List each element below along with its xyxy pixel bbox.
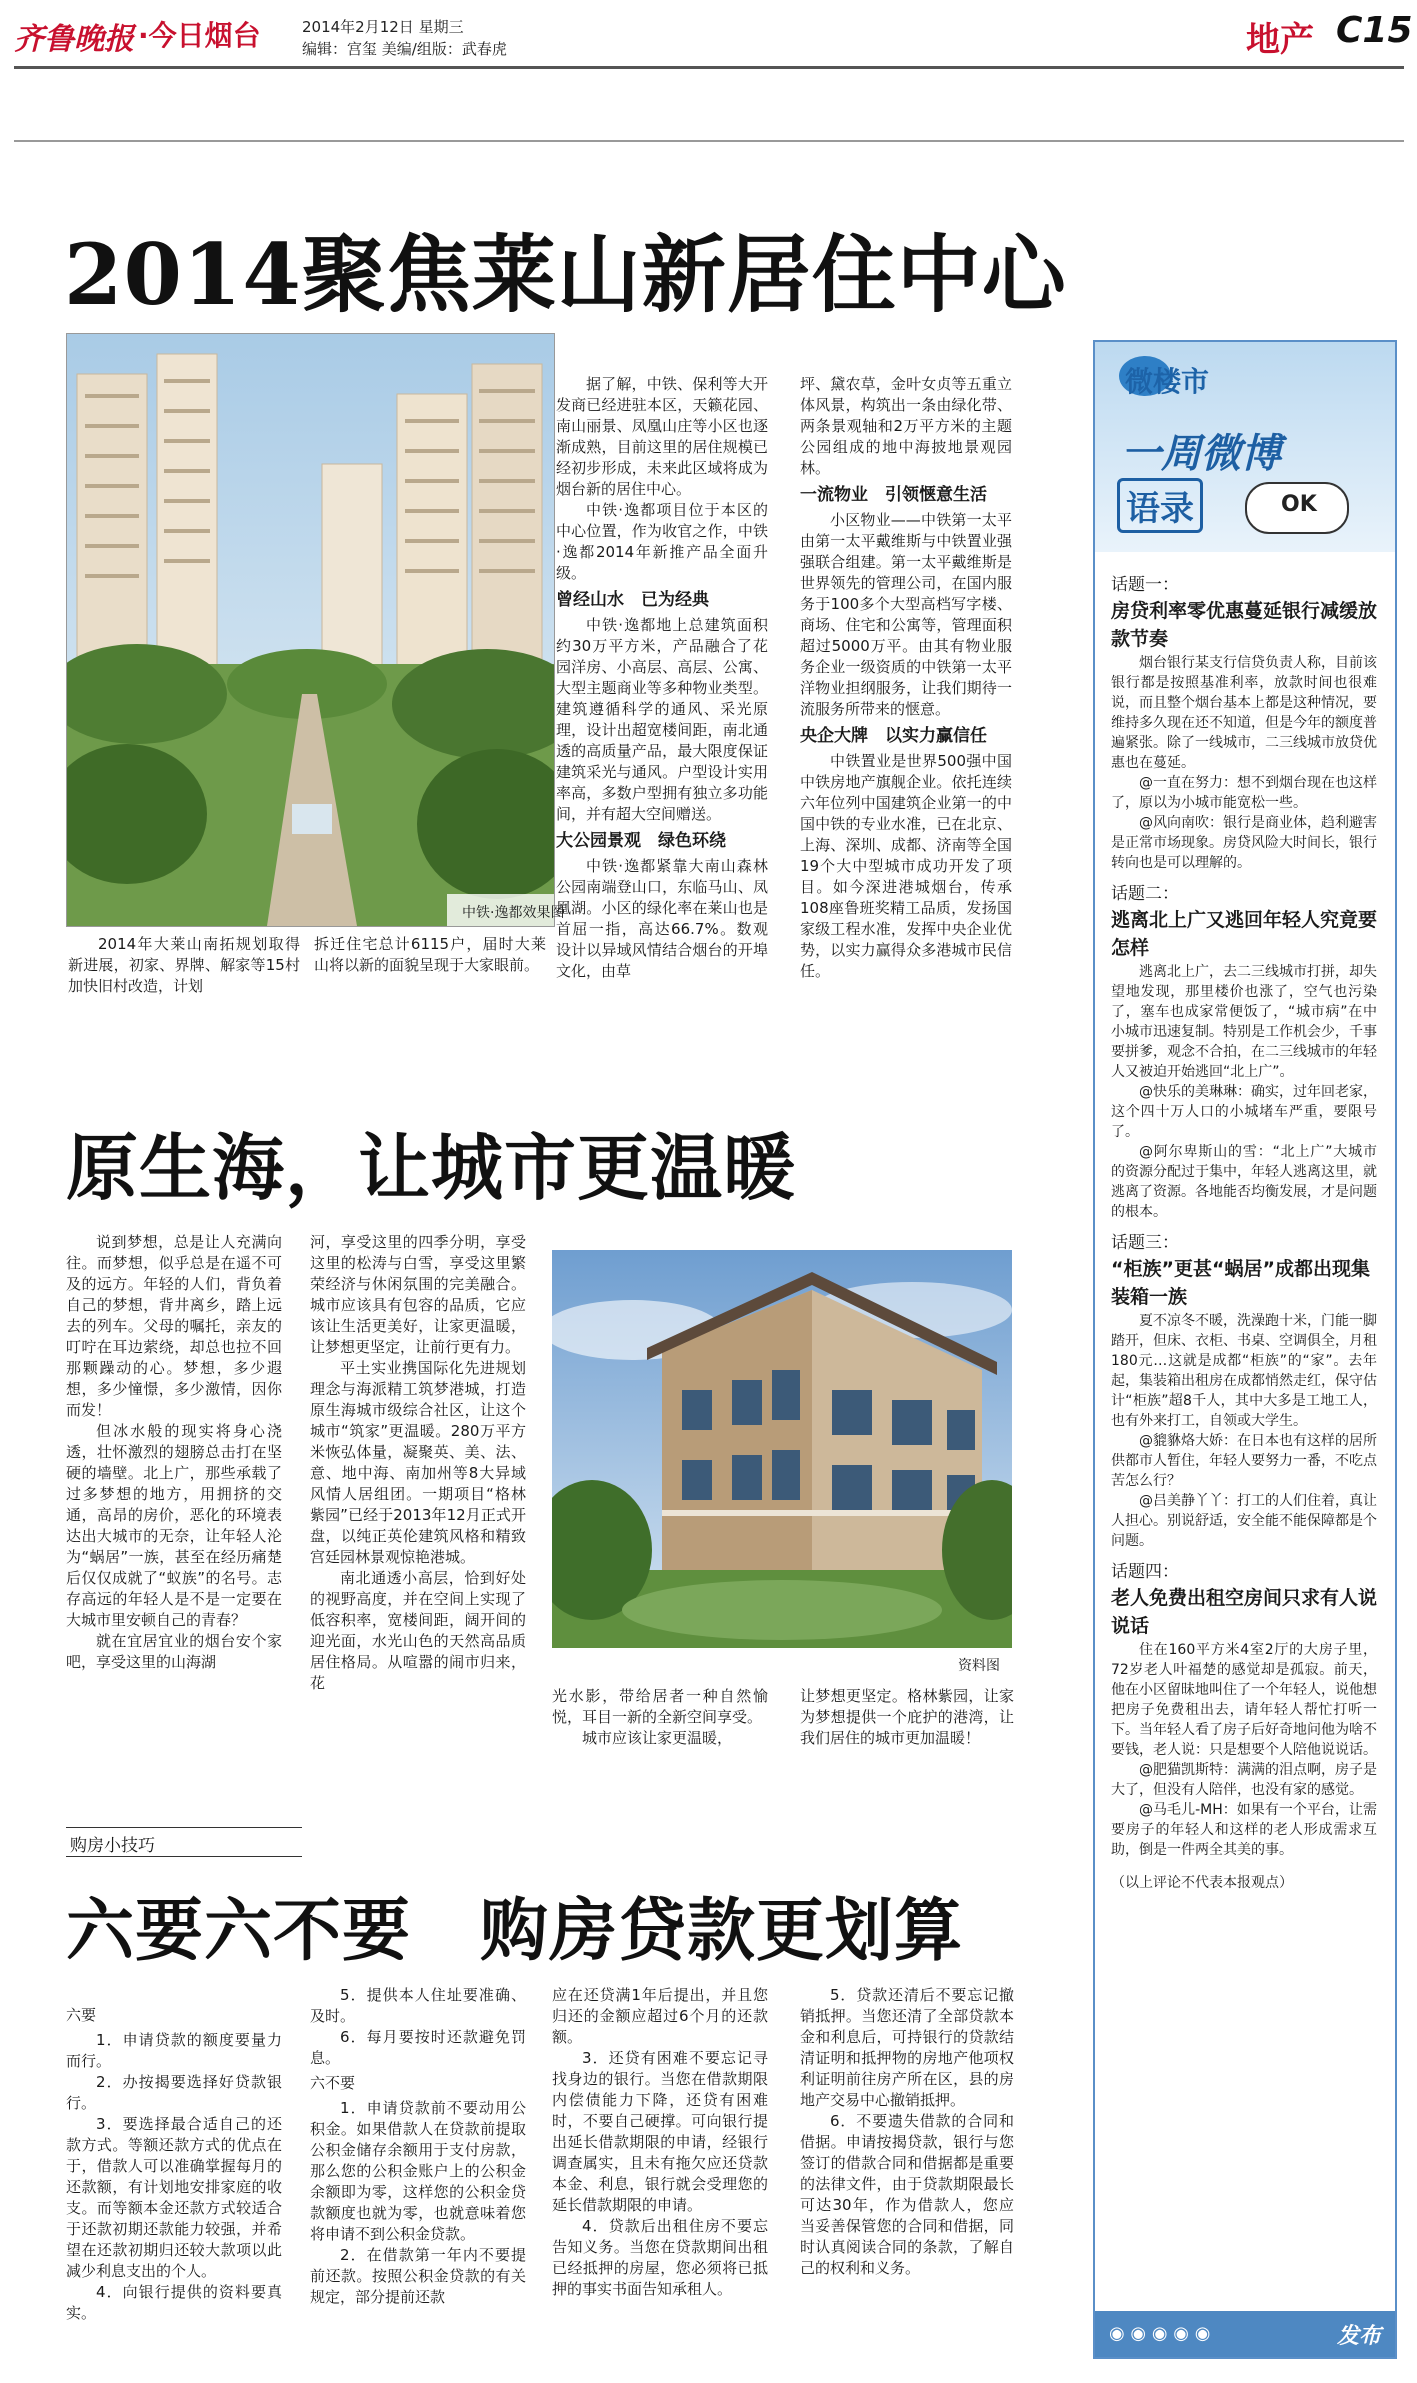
sidebar-footer (1095, 2311, 1395, 2357)
list-item: 5．贷款还清后不要忘记撤销抵押。当您还清了全部贷款本金和利息后，可持银行的贷款结清证明和抵押物的房地产他项权利证明前往房产所在区，县的房地产交易中心撤销抵押。 (800, 1986, 1014, 2109)
article2-column-1 (66, 1232, 282, 1673)
paragraph: 住在160平方米4室2厅的大房子里，72岁老人叶福楚的感觉却是孤寂。前天，他在小区留昧地叫住了一个年轻人，说他想把房子免费租出去，请年轻人帮忙打听一下。当年轻人看了房子后好奇地问他为啥不要钱，老人说：只是想要个人陪他说说话。 (1111, 1642, 1377, 1758)
list-item: 1．申请贷款的额度要量力而行。 (66, 2031, 282, 2070)
tips-tag: 购房小技巧 (70, 1836, 155, 1856)
paragraph: 拆迁住宅总计6115户，届时大莱山将以新的面貌呈现于大家眼前。 (314, 935, 546, 974)
subheading: 曾经山水 已为经典 (556, 590, 709, 610)
topic-body (1111, 1640, 1377, 1860)
article3-column-4 (800, 1985, 1014, 2279)
paragraph: 城市应该让家更温暖， (582, 1729, 733, 1747)
article1-below-photo-left (68, 934, 300, 997)
issue-date: 2014年2月12日 星期三 (302, 18, 464, 36)
paragraph: 小区物业——中铁第一太平由第一太平戴维斯与中铁置业强强联合组建。第一太平戴维斯是世界领先的管理公司，在国内服务于100多个大型高档写字楼、商场、住宅和公寓等，管理面积超过5000万平。由其有物业服务企业一级资质的中铁第一太平洋物业担纲服务，让我们期待一流服务所带来的惬意。 (800, 511, 1012, 718)
paragraph: 但冰水般的现实将身心浇透，壮怀激烈的翅膀总击打在坚硬的墙壁。北上广，那些承载了过多梦想的地方，用拥挤的交通，高昂的房价，恶化的环境表达出大城市的无奈，让年轻人沦为“蜗居”一族，甚至在经历痛楚后仅仅成就了“蚁族”的名号。志存高远的年轻人是不是一定要在大城市里安顿自己的青春？ (66, 1422, 282, 1629)
sidebar-heading-1: 一周微博 (1121, 431, 1281, 477)
list-item: 5．提供本人住址要准确、及时。 (310, 1986, 526, 2025)
tips-rule (66, 1827, 302, 1828)
list-item: 6．每月要按时还款避免罚息。 (310, 2028, 526, 2067)
article1-below-photo-right (314, 934, 546, 976)
article3-title: 六要六不要 购房贷款更划算 (66, 1891, 964, 1971)
subheading: 大公园景观 绿色环绕 (556, 831, 726, 851)
paragraph: 中铁·逸都紧靠大南山森林公园南端登山口，东临马山、凤凰湖。小区的绿化率在莱山也是首屈一指，高达66.7%。数观设计以异域风情结合烟台的开埠文化，由草 (556, 857, 768, 980)
article2-column-4 (800, 1686, 1014, 1749)
paragraph: 南北通透小高层，恰到好处的视野高度，并在空间上实现了低容积率，宽楼间距，阔开间的迎光面，水光山色的天然高品质居住格局。从喧嚣的闹市归来，花 (310, 1569, 526, 1692)
topic-title: 房贷利率零优惠蔓延银行减缓放款节奏 (1111, 600, 1378, 650)
paragraph: 逃离北上广，去二三线城市打拼，却失望地发现，那里楼价也涨了，空气也污染了，塞车也成家常便饭了，“城市病”在中小城市迅速复制。特别是工作机会少，千事要拼爹，观念不合拍，在二三线城市的年轻人又被迫开始逃回“北上广”。 (1111, 964, 1377, 1080)
sidebar-footer-label: 发布 (1336, 2324, 1381, 2349)
paragraph: 2014年大莱山南拓规划取得新进展，初家、界牌、解家等15村加快旧村改造，计划 (68, 935, 300, 995)
article1-column-1 (556, 374, 768, 982)
paragraph: 河，享受这里的四季分明，享受这里的松涛与白雪，享受这里繁荣经济与休闲氛围的完美融合。城市应该具有包容的品质，它应该让生活更美好，让家更温暖，让梦想更坚定，让前行更有力。 (310, 1233, 526, 1356)
comment: @一直在努力：想不到烟台现在也这样了，原以为小城市能宽松一些。 (1111, 775, 1377, 811)
article3-column-2 (310, 1985, 526, 2308)
sidebar-banner (1095, 342, 1395, 552)
sidebar-note: （以上评论不代表本报观点） (1111, 1875, 1293, 1891)
paragraph: 光水影，带给居者一种自然愉悦，耳目一新的全新空间享受。 (552, 1687, 768, 1726)
sidebar-ok: OK (1281, 492, 1317, 517)
list-item: 4．贷款后出租住房不要忘告知义务。当您在贷款期间出租已经抵押的房屋，您必须将已抵押的事实书面告知承租人。 (552, 2217, 768, 2298)
paragraph: 平土实业携国际化先进规划理念与海派精工筑梦港城，打造原生海城市级综合社区，让这个城市“筑家”更温暖。280万平方米恢弘体量，凝聚英、美、法、意、地中海、南加州等8大异域风情人居组团。一期项目“格林紫园”已经于2013年12月正式开盘，以纯正英伦建筑风格和精致宫廷园林景观惊艳港城。 (310, 1359, 526, 1566)
paragraph: 中铁·逸都项目位于本区的中心位置，作为收官之作，中铁·逸都2014年新推产品全面升级。 (556, 501, 768, 582)
section-name: ·今日烟台 (138, 19, 261, 52)
sidebar-heading-2: 语录 (1117, 478, 1203, 533)
topic-body (1111, 962, 1377, 1222)
topic-label: 话题三： (1111, 1233, 1179, 1253)
list-heading: 六要 (66, 2006, 97, 2024)
paragraph: 夏不凉冬不暖，洗澡跑十米，门能一脚踏开，但床、衣柜、书桌、空调俱全，月租180元…这就是成都“柜族”的“家”。去年起，集装箱出租房在成都悄然走红，保守估计“柜族”超8千人，其中大多是工地工人，也有外来打工，自领或大学生。 (1111, 1313, 1377, 1429)
list-item: 3．要选择最合适自己的还款方式。等额还款方式的优点在于，借款人可以准确掌握每月的还款额，有计划地安排家庭的收支。而等额本金还款方式较适合于还款初期还款能力较强，并希望在还款初期归还较大款项以此减少利息支出的个人。 (66, 2115, 282, 2280)
list-item: 3．还贷有困难不要忘记寻找身边的银行。当您在借款期限内偿债能力下降，还贷有困难时，不要自己硬撑。可向银行提出延长借款期限的申请，经银行调查属实，且未有拖欠应还贷款本金、利息，银行就会受理您的延长借款期限的申请。 (552, 2049, 768, 2214)
topic-body (1111, 1311, 1377, 1551)
article1-title: 2014聚焦莱山新居住中心 (64, 225, 1067, 324)
sidebar-logo: 微楼市 (1125, 365, 1210, 398)
topic-title: 逃离北上广又逃回年轻人究竟要怎样 (1111, 909, 1378, 959)
social-icons: ◉ ◉ ◉ ◉ ◉ (1109, 2323, 1211, 2344)
article1-photo-caption: 中铁·逸都效果图 (462, 905, 565, 921)
comment: @快乐的美琳琳：确实，过年回老家，这个四十万人口的小城堵车严重，要限号了。 (1111, 1084, 1377, 1140)
subheading: 央企大牌 以实力赢信任 (800, 726, 987, 746)
page-number: C15 (1336, 10, 1413, 51)
article2-photo-caption: 资料图 (958, 1658, 1000, 1674)
comment: @肥猫凯斯特：满满的泪点啊，房子是大了，但没有人陪伴，也没有家的感觉。 (1111, 1762, 1377, 1798)
list-item: 4．向银行提供的资料要真实。 (66, 2283, 282, 2322)
article1-photo (66, 333, 555, 927)
list-item: 2．办按揭要选择好贷款银行。 (66, 2073, 282, 2112)
paragraph: 中铁置业是世界500强中国中铁房地产旗舰企业。依托连续六年位列中国建筑企业第一的中国中铁的专业水准，已在北京、上海、深圳、成都、济南等全国19个大中型城市成功开发了项目。如今深进港城烟台，传承108座鲁班奖精工品质，发扬国家级工程水准，发挥中央企业优势，以实力赢得众多港城市民信任。 (800, 752, 1012, 980)
paragraph: 就在宜居宜业的烟台安个家吧，享受这里的山海湖 (66, 1632, 282, 1671)
list-heading: 六不要 (310, 2074, 356, 2092)
topic-body (1111, 653, 1377, 873)
comment: @阿尔卑斯山的雪：“北上广”大城市的资源分配过于集中，年轻人逃离这里，就逃离了资源。各地能否均衡发展，才是问题的根本。 (1111, 1144, 1377, 1220)
paragraph: 让梦想更坚定。格林紫园，让家为梦想提供一个庇护的港湾，让我们居住的城市更加温暖！ (800, 1687, 1014, 1747)
article2-title: 原生海，让城市更温暖 (66, 1125, 797, 1210)
paragraph: 说到梦想，总是让人充满向往。而梦想，似乎总是在遥不可及的远方。年轻的人们，背负着自己的梦想，背井离乡，踏上远去的列车。父母的嘱托，亲友的叮咛在耳边萦绕，却总也拉不回那颗躁动的心。梦想，多少遐想，多少憧憬，多少激情，因你而发！ (66, 1233, 282, 1419)
sidebar-content (1111, 564, 1377, 1892)
list-item: 应在还贷满1年后提出，并且您归还的金额应超过6个月的还款额。 (552, 1986, 768, 2046)
article2-column-3 (552, 1686, 768, 1749)
paragraph: 坪、黛农草，金叶女贞等五重立体风景，构筑出一条由绿化带、两条景观轴和2万平方米的主题公园组成的地中海披地景观园林。 (800, 375, 1012, 477)
section-category: 地产 (1246, 20, 1314, 60)
tips-rule-bottom (66, 1856, 302, 1857)
editors: 编辑：宫玺 美编/组版：武春虎 (302, 40, 507, 58)
paragraph: 烟台银行某支行信贷负责人称，目前该银行都是按照基准利率，放款时间也很难说，而且整个烟台基本上都是这种情况，要维持多久现在还不知道，但是今年的额度普遍紧张。除了一线城市，二三线城市放贷优惠也在蔓延。 (1111, 655, 1377, 771)
masthead: 齐鲁晚报 (14, 22, 134, 57)
article2-column-2 (310, 1232, 526, 1694)
header-rule (14, 66, 1404, 69)
list-item: 1．申请贷款前不要动用公积金。如果借款人在贷款前提取公积金储存余额用于支付房款，那么您的公积金账户上的公积金余额即为零，这样您的公积金贷款额度也就为零，也就意味着您将申请不到公积金贷款。 (310, 2099, 526, 2243)
comment: @风向南吹：银行是商业体，趋利避害是正常市场现象。房贷风险大时间长，银行转向也是可以理解的。 (1111, 815, 1377, 871)
paragraph: 中铁·逸都地上总建筑面积约30万平方米，产品融合了花园洋房、小高层、高层、公寓、大型主题商业等多种物业类型。建筑遵循科学的通风、采光原理，设计出超宽楼间距，南北通透的高质量产品，最大限度保证建筑采光与通风。户型设计实用率高，多数户型拥有独立多功能间，并有超大空间赠送。 (556, 616, 768, 823)
comment: @貔貅烙大娇：在日本也有这样的居所供都市人暂住，年轻人要努力一番，不吃点苦怎么行？ (1111, 1433, 1377, 1489)
topic-label: 话题四： (1111, 1562, 1179, 1582)
header-rule-2 (14, 140, 1404, 142)
article1-column-2 (800, 374, 1012, 982)
comment: @吕美静丫丫：打工的人们住着，真让人担心。别说舒适，安全能不能保障都是个问题。 (1111, 1493, 1377, 1549)
subheading: 一流物业 引领惬意生活 (800, 485, 987, 505)
weibo-sidebar (1093, 340, 1397, 2359)
paragraph: 据了解，中铁、保利等大开发商已经进驻本区，天籁花园、南山丽景、凤凰山庄等小区也逐渐成熟，目前这里的居住规模已经初步形成，未来此区域将成为烟台新的居住中心。 (556, 375, 768, 498)
list-item: 6．不要遗失借款的合同和借据。申请按揭贷款，银行与您签订的借款合同和借据都是重要的法律文件，由于贷款期限最长可达30年，作为借款人，您应当妥善保管您的合同和借据，同时认真阅读合同的条款，了解自己的权利和义务。 (800, 2112, 1014, 2277)
comment: @马毛儿-MH：如果有一个平台，让需要房子的年轻人和这样的老人形成需求互助，倒是一件两全其美的事。 (1111, 1802, 1377, 1858)
topic-title: 老人免费出租空房间只求有人说说话 (1111, 1587, 1378, 1637)
article2-photo (552, 1250, 1012, 1648)
article3-column-3 (552, 1985, 768, 2300)
topic-label: 话题二： (1111, 884, 1179, 904)
topic-title: “柜族”更甚“蜗居”成都出现集装箱一族 (1111, 1258, 1370, 1308)
article3-column-1 (66, 2005, 282, 2324)
topic-label: 话题一： (1111, 575, 1179, 595)
list-item: 2．在借款第一年内不要提前还款。按照公积金贷款的有关规定，部分提前还款 (310, 2246, 526, 2306)
